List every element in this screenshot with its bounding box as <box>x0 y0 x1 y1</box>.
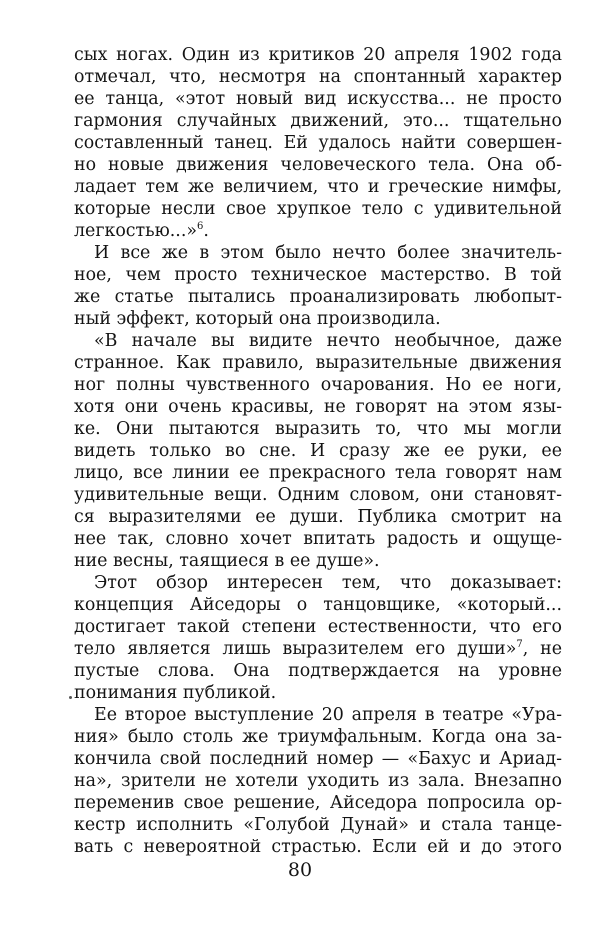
text-line: ся выразителями ее души. Публика смотрит на <box>74 507 562 527</box>
text-line: переменив свое решение, Айседора попросила ор- <box>74 793 562 813</box>
line-text: тело является лишь выразителем его души» <box>74 639 517 659</box>
text-line: на», зрители не хотели уходить из зала. Внезапно <box>74 771 562 791</box>
text-line: понимания публикой. <box>74 683 277 703</box>
text-line: составленный танец. Ей удалось найти совершен- <box>74 133 562 153</box>
text-line: странное. Как правило, выразительные движения <box>74 353 562 373</box>
text-line: гармония случайных движений, это... тщательно <box>74 111 562 131</box>
text-line: кестр исполнить «Голубой Дунай» и стала танце- <box>74 815 562 835</box>
text-line: же статье пытались проанализировать любопыт- <box>74 287 562 307</box>
text-line: отмечал, что, несмотря на спонтанный характер <box>74 67 562 87</box>
text-line: ние весны, таящиеся в ее душе». <box>74 551 380 571</box>
text-line: ладает тем же величием, что и греческие нимфы, <box>74 177 562 197</box>
text-line: ния» было столь же триумфальным. Когда она за- <box>74 727 562 747</box>
text-line: сых ногах. Один из критиков 20 апреля 1902 года <box>74 45 562 65</box>
text-line: которые несли свое хрупкое тело с удивительной <box>74 199 562 219</box>
text-line: вать с невероятной страстью. Если ей и до этого <box>74 837 562 857</box>
footnote-marker: 7 <box>516 639 523 650</box>
text-line: кончила свой последний номер — «Бахус и Ариад- <box>74 749 562 769</box>
text-line <box>74 638 562 660</box>
text-line: ке. Они пытаются выразить то, что мы могли <box>74 419 562 439</box>
line-text: легкостью...» <box>74 221 197 241</box>
text-line: достигает такой степени естественности, что его <box>74 617 562 637</box>
text-line: ее танца, «этот новый вид искусства... не просто <box>74 89 562 109</box>
text-line: удивительные вещи. Одним словом, они становят- <box>74 485 562 505</box>
text-line: концепция Айседоры о танцовщике, «который... <box>74 595 562 615</box>
text-line: Этот обзор интересен тем, что доказывает: <box>94 573 562 593</box>
print-speck <box>69 696 72 699</box>
text-line <box>74 220 562 242</box>
text-line: видеть только во сне. И сразу же ее руки, ее <box>74 441 562 461</box>
text-line: нее так, словно хочет впитать радость и ощуще- <box>74 529 562 549</box>
body-text <box>74 44 562 858</box>
text-line: пустые слова. Она подтверждается на уровне <box>74 661 562 681</box>
text-line: хотя они очень красивы, не говорят на этом язы- <box>74 397 562 417</box>
footnote-marker: 6 <box>196 221 204 232</box>
text-line: но новые движения человеческого тела. Она об- <box>74 155 562 175</box>
text-line: Ее второе выступление 20 апреля в театре «Ура- <box>94 705 562 725</box>
text-line: «В начале вы видите нечто необычное, даже <box>94 331 562 351</box>
text-line: ный эффект, который она производила. <box>74 309 441 329</box>
line-text: , не <box>522 639 562 659</box>
line-text: . <box>203 221 209 241</box>
text-line: ног полны чувственного очарования. Но ее ноги, <box>74 375 562 395</box>
text-line: ное, чем просто техническое мастерство. В той <box>74 265 562 285</box>
text-line: лицо, все линии ее прекрасного тела говорят нам <box>74 463 562 483</box>
text-line: И все же в этом было нечто более значитель- <box>94 243 562 263</box>
page-number: 80 <box>287 859 313 881</box>
